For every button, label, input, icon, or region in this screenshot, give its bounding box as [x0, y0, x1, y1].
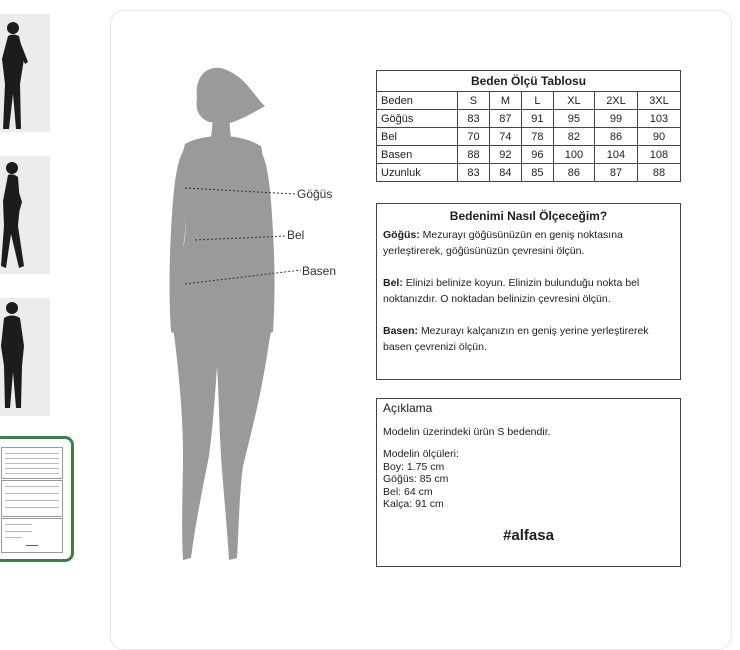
- size-cell: 85: [521, 164, 553, 182]
- size-cell: 3XL: [637, 92, 680, 110]
- howto-chest: [383, 227, 674, 259]
- thumbnail-1[interactable]: [0, 14, 50, 132]
- size-row: [377, 128, 681, 146]
- size-header-row: [377, 92, 681, 110]
- measurement-waist: Bel: 64 cm: [383, 485, 433, 498]
- thumbnail-2[interactable]: [0, 156, 50, 274]
- size-cell: M: [489, 92, 521, 110]
- thumbnail-size-chart-active[interactable]: [0, 436, 74, 562]
- howto-hip-term: Basen:: [383, 325, 419, 337]
- size-cell: 78: [521, 128, 553, 146]
- size-cell: 87: [595, 164, 638, 182]
- size-cell: 2XL: [595, 92, 638, 110]
- size-cell: 90: [637, 128, 680, 146]
- howto-chest-term: Göğüs:: [383, 229, 420, 241]
- size-row-label: Bel: [377, 128, 458, 146]
- size-cell: L: [521, 92, 553, 110]
- model-back-photo: [0, 298, 50, 416]
- brand-hashtag: #alfasa: [503, 527, 554, 544]
- size-cell: 95: [553, 110, 594, 128]
- waist-label: Bel: [287, 228, 305, 242]
- howto-hip-text: Mezurayı kalçanızın en geniş yerine yerleştirerek basen çevrenizi ölçün.: [383, 325, 649, 353]
- body-silhouette: [129, 66, 309, 576]
- size-cell: XL: [553, 92, 594, 110]
- size-cell: 92: [489, 146, 521, 164]
- size-cell: 108: [637, 146, 680, 164]
- how-to-measure-title: Bedenimi Nasıl Ölçeceğim?: [449, 209, 608, 223]
- size-chart-table: [376, 70, 681, 182]
- hip-label: Basen: [302, 264, 337, 278]
- size-cell: 74: [489, 128, 521, 146]
- size-row: [377, 146, 681, 164]
- size-cell: 103: [637, 110, 680, 128]
- size-row-label: Göğüs: [377, 110, 458, 128]
- thumbnail-3[interactable]: [0, 298, 50, 416]
- size-row: [377, 164, 681, 182]
- model-front-photo: [0, 14, 50, 132]
- size-cell: 88: [637, 164, 680, 182]
- size-row-label: Basen: [377, 146, 458, 164]
- size-cell: 83: [458, 110, 490, 128]
- size-cell: S: [458, 92, 490, 110]
- model-size-text: Modelin üzerindeki ürün S bedendir.: [383, 426, 551, 438]
- size-row-label: Beden: [377, 92, 458, 110]
- howto-chest-text: Mezurayı göğüsünüzün en geniş noktasına yerleştirerek, göğüsünüzün çevresini ölçün.: [383, 229, 623, 257]
- size-cell: 86: [595, 128, 638, 146]
- size-cell: 86: [553, 164, 594, 182]
- size-cell: 91: [521, 110, 553, 128]
- size-cell: 84: [489, 164, 521, 182]
- model-side-photo: [0, 156, 50, 274]
- description-title: Açıklama: [383, 401, 433, 415]
- size-cell: 104: [595, 146, 638, 164]
- model-measurements: [383, 448, 674, 511]
- size-cell: 82: [553, 128, 594, 146]
- measurement-height: Boy: 1.75 cm: [383, 460, 445, 473]
- measurements-title: Modelin ölçüleri:: [383, 448, 459, 460]
- size-cell: 96: [521, 146, 553, 164]
- size-cell: 83: [458, 164, 490, 182]
- size-chart-title: Beden Ölçü Tablosu: [377, 71, 681, 92]
- chest-label: Göğüs: [297, 187, 333, 201]
- howto-hip: [383, 323, 674, 355]
- howto-waist-text: Elinizi belinize koyun. Elinizin bulunduğu nokta bel noktanızdır. O noktadan belinizin çevresini ölçün.: [383, 277, 640, 305]
- how-to-measure-panel: [376, 203, 681, 380]
- size-row: [377, 110, 681, 128]
- size-cell: 88: [458, 146, 490, 164]
- size-chart-miniature: [1, 447, 63, 553]
- howto-waist: [383, 275, 674, 307]
- description-panel: [376, 398, 681, 567]
- howto-waist-term: Bel:: [383, 277, 403, 289]
- size-cell: 99: [595, 110, 638, 128]
- size-chart-body: [377, 92, 681, 182]
- size-cell: 100: [553, 146, 594, 164]
- size-cell: 70: [458, 128, 490, 146]
- size-cell: 87: [489, 110, 521, 128]
- measurement-chest: Göğüs: 85 cm: [383, 473, 449, 485]
- measurement-hip: Kalça: 91 cm: [383, 498, 444, 510]
- size-row-label: Uzunluk: [377, 164, 458, 182]
